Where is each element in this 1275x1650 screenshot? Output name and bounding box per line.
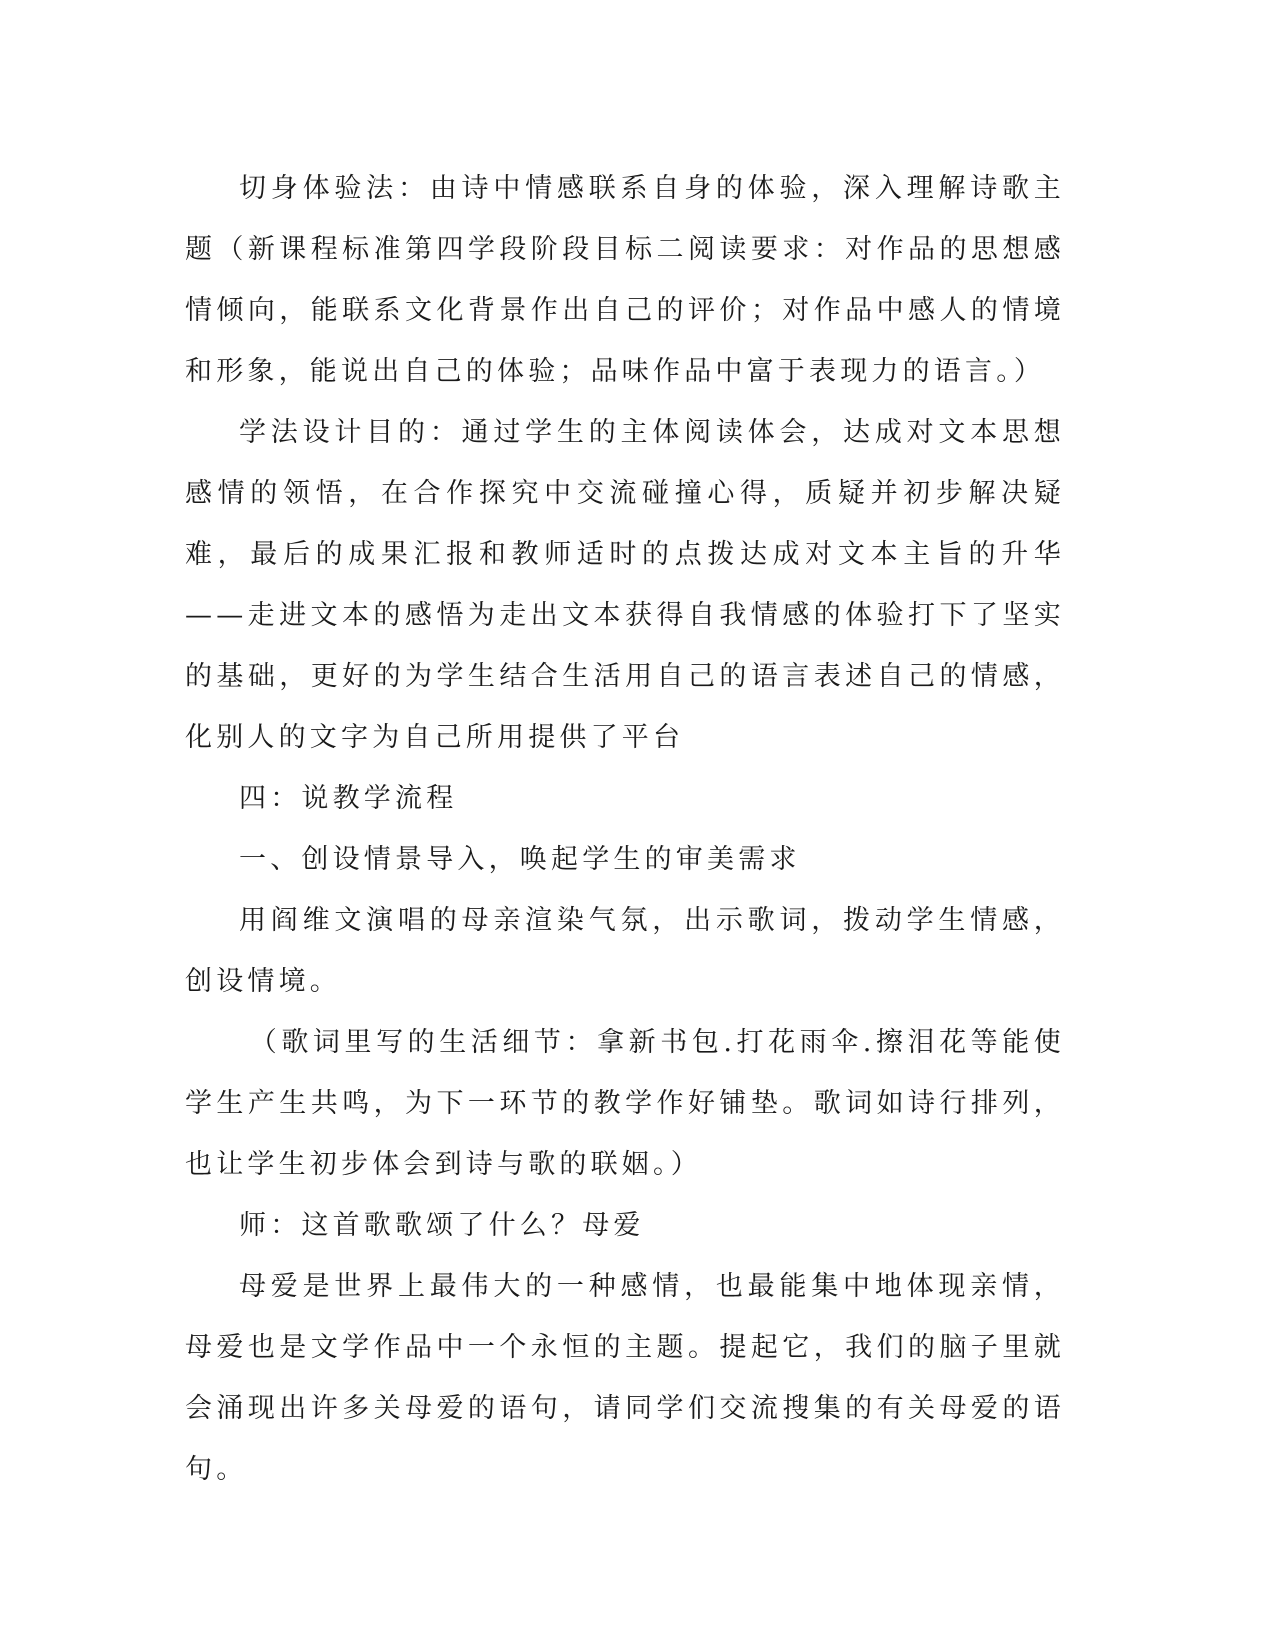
paragraph-experience-method: 切身体验法：由诗中情感联系自身的体验，深入理解诗歌主题（新课程标准第四学段阶段目标二阅读要求：对作品的思想感情倾向，能联系文化背景作出自己的评价；对作品中感人的情境和形象，能说出自己的体验；品味作品中富于表现力的语言。） [185, 173, 1065, 387]
document-body [185, 158, 1065, 1500]
paragraph-song-intro: 用阎维文演唱的母亲渲染气氛，出示歌词，拨动学生情感，创设情境。 [185, 905, 1065, 997]
paragraph-lyrics-note: （歌词里写的生活细节：拿新书包.打花雨伞.擦泪花等能使学生产生共鸣，为下一环节的教学作好铺垫。歌词如诗行排列，也让学生初步体会到诗与歌的联姻。） [185, 1027, 1065, 1180]
heading-step-one: 一、创设情景导入，唤起学生的审美需求 [239, 844, 801, 875]
paragraph-mother-love: 母爱是世界上最伟大的一种感情，也最能集中地体现亲情，母爱也是文学作品中一个永恒的主题。提起它，我们的脑子里就会涌现出许多关母爱的语句，请同学们交流搜集的有关母爱的语句。 [185, 1271, 1065, 1485]
heading-teaching-process: 四：说教学流程 [239, 783, 458, 814]
paragraph-learning-purpose: 学法设计目的：通过学生的主体阅读体会，达成对文本思想感情的领悟，在合作探究中交流碰撞心得，质疑并初步解决疑难，最后的成果汇报和教师适时的点拨达成对文本主旨的升华——走进文本的感悟为走出文本获得自我情感的体验打下了坚实的基础，更好的为学生结合生活用自己的语言表述自己的情感，化别人的文字为自己所用提供了平台 [185, 417, 1065, 753]
paragraph-teacher-question: 师：这首歌歌颂了什么？母爱 [239, 1210, 645, 1241]
